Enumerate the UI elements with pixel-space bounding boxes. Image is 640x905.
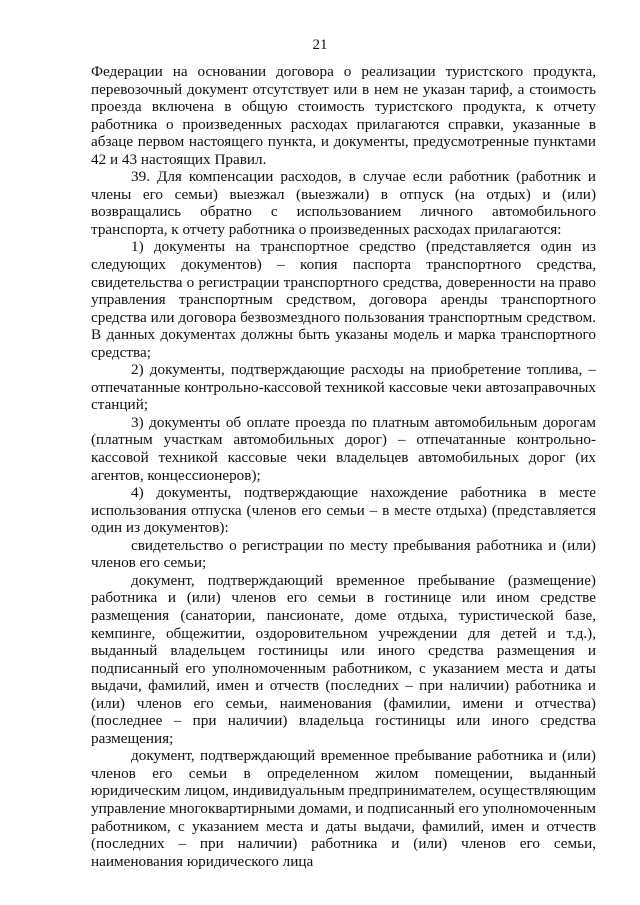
paragraph: Федерации на основании договора о реализации туристского продукта, перевозочный документ отсутствует или в нем не указан тариф, а стоимость проезда включена в общую стоимость туристского продукта, к отчету работника о произведенных расходах прилагаются справки, указанные в абзаце первом настоящего пункта, и документы, предусмотренные пунктами 42 и 43 настоящих Правил. [91, 63, 596, 168]
paragraph: свидетельство о регистрации по месту пребывания работника и (или) членов его семьи; [91, 536, 596, 572]
paragraph: документ, подтверждающий временное пребывание работника и (или) членов его семьи в определенном жилом помещении, выданный юридическим лицом, индивидуальным предпринимателем, осуществляющим управление многоквартирными домами, и подписанный его уполномоченным работником, с указанием места и даты выдачи, фамилий, имен и отчеств (последних – при наличии) работника и (или) членов его семьи, наименования юридического лица [91, 747, 596, 870]
paragraph: 2) документы, подтверждающие расходы на приобретение топлива, – отпечатанные контрольно-кассовой техникой кассовые чеки автозаправочных станций; [91, 361, 596, 414]
document-body [91, 63, 596, 870]
paragraph: 39. Для компенсации расходов, в случае если работник (работник и члены его семьи) выезжал (выезжали) в отпуск (на отдых) и (или) возвращались обратно с использованием личного автомобильного транспорта, к отчету работника о произведенных расходах прилагаются: [91, 168, 596, 238]
paragraph: 4) документы, подтверждающие нахождение работника в месте использования отпуска (членов его семьи – в месте отдыха) (представляется один из документов): [91, 484, 596, 537]
page-number: 21 [312, 37, 328, 53]
paragraph: 3) документы об оплате проезда по платным автомобильным дорогам (платным участкам автомобильных дорог) – отпечатанные контрольно-кассовой техникой кассовые чеки владельцев автомобильных дорог (их агентов, концессионеров); [91, 413, 596, 484]
paragraph: документ, подтверждающий временное пребывание (размещение) работника и (или) членов его семьи в гостинице или ином средстве размещения (санатории, пансионате, доме отдыха, туристической базе, кемпинге, общежитии, оздоровительном учреждении для детей и т.д.), выданный владельцем гостиницы или иного средства размещения и подписанный его уполномоченным работником, с указанием места и даты выдачи, фамилий, имен и отчеств (последних – при наличии) работника и (или) членов его семьи, наименования (фамилии, имени и отчества) (последнее – при наличии) владельца гостиницы или иного средства размещения; [91, 571, 596, 747]
paragraph: 1) документы на транспортное средство (представляется один из следующих документов) – копия паспорта транспортного средства, свидетельства о регистрации транспортного средства, доверенности на право управления транспортным средством, договора аренды транспортного средства или договора безвозмездного пользования транспортным средством. В данных документах должны быть указаны модель и марка транспортного средства; [91, 238, 596, 361]
